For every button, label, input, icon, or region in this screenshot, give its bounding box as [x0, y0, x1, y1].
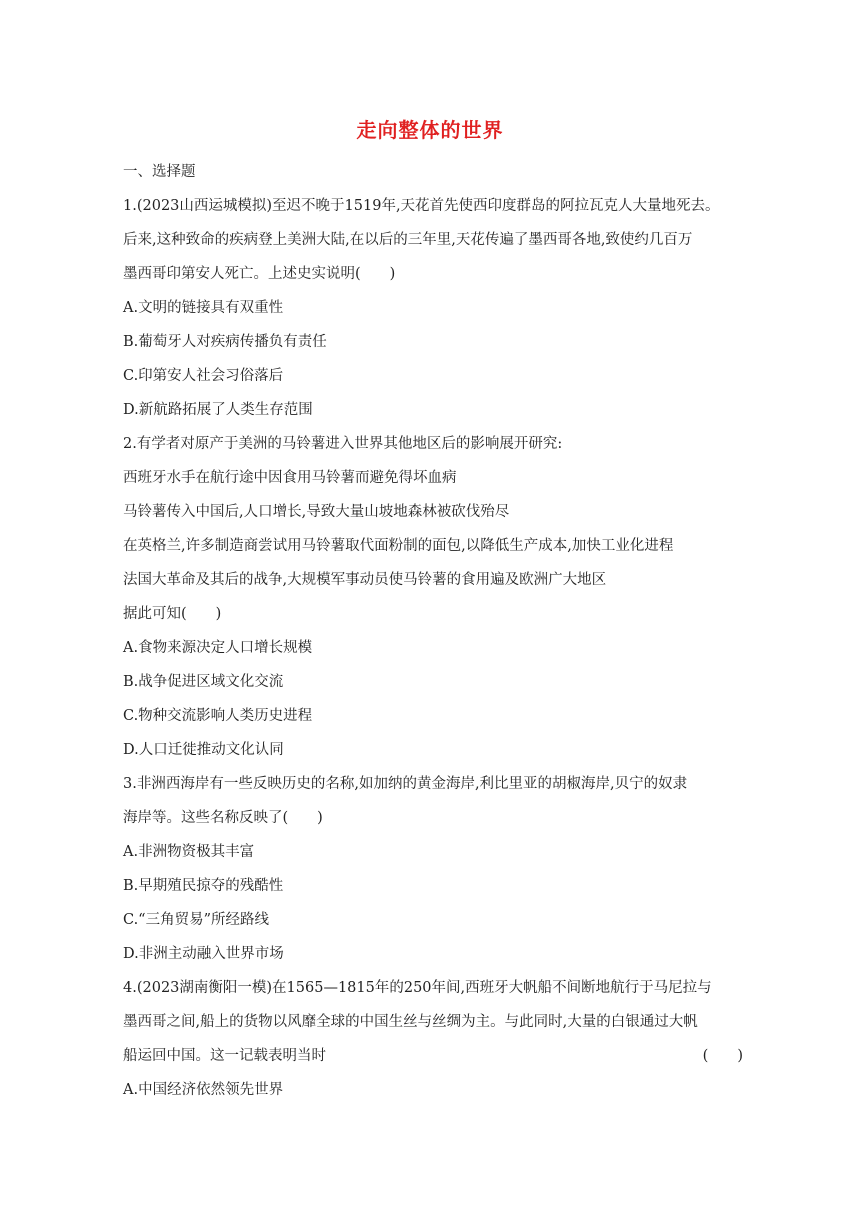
- option-b: B.葡萄牙人对疾病传播负有责任: [123, 334, 327, 350]
- question-material-line: 马铃薯传入中国后,人口增长,导致大量山坡地森林被砍伐殆尽: [123, 504, 510, 520]
- option-b: B.早期殖民掠夺的残酷性: [123, 878, 284, 894]
- question-material-line: 在英格兰,许多制造商尝试用马铃薯取代面粉制的面包,以降低生产成本,加快工业化进程: [123, 538, 674, 554]
- document-content: [123, 155, 743, 1107]
- question-stem-line: 墨西哥之间,船上的货物以风靡全球的中国生丝与丝绸为主。与此同时,大量的白银通过大帆: [123, 1014, 698, 1030]
- question-3: [123, 767, 743, 971]
- question-stem-text: 船运回中国。这一记载表明当时: [123, 1048, 326, 1064]
- option-a: A.文明的链接具有双重性: [123, 300, 284, 316]
- question-4: [123, 971, 743, 1107]
- question-stem-line: 据此可知( ): [123, 606, 222, 622]
- option-b: B.战争促进区域文化交流: [123, 674, 284, 690]
- option-d: D.新航路拓展了人类生存范围: [123, 402, 313, 418]
- question-1: [123, 189, 743, 427]
- option-c: C.印第安人社会习俗落后: [123, 368, 284, 384]
- option-d: D.非洲主动融入世界市场: [123, 946, 284, 962]
- option-c: C.物种交流影响人类历史进程: [123, 708, 313, 724]
- answer-parentheses: ( ): [702, 1048, 743, 1064]
- question-stem-line: 4.(2023湖南衡阳一模)在1565—1815年的250年间,西班牙大帆船不间断地航行于马尼拉与: [123, 980, 712, 996]
- option-c: C.“三角贸易”所经路线: [123, 912, 270, 928]
- question-stem-line: 2.有学者对原产于美洲的马铃薯进入世界其他地区后的影响展开研究:: [123, 436, 563, 452]
- option-a: A.非洲物资极其丰富: [123, 844, 255, 860]
- question-stem-line: 后来,这种致命的疾病登上美洲大陆,在以后的三年里,天花传遍了墨西哥各地,致使约几百万: [123, 232, 693, 248]
- option-a: A.中国经济依然领先世界: [123, 1082, 284, 1098]
- option-a: A.食物来源决定人口增长规模: [123, 640, 313, 656]
- question-stem-line: 海岸等。这些名称反映了( ): [123, 810, 323, 826]
- question-stem-last-line: [123, 1039, 743, 1073]
- question-material-line: 西班牙水手在航行途中因食用马铃薯而避免得坏血病: [123, 470, 457, 486]
- question-stem-line: 墨西哥印第安人死亡。上述史实说明( ): [123, 266, 396, 282]
- question-material-line: 法国大革命及其后的战争,大规模军事动员使马铃薯的食用遍及欧洲广大地区: [123, 572, 607, 588]
- option-d: D.人口迁徙推动文化认同: [123, 742, 284, 758]
- question-2: [123, 427, 743, 767]
- section-heading: 一、选择题: [123, 164, 196, 180]
- question-stem-line: 1.(2023山西运城模拟)至迟不晚于1519年,天花首先使西印度群岛的阿拉瓦克人大量地死去。: [123, 198, 720, 214]
- document-title: 走向整体的世界: [356, 118, 504, 142]
- question-stem-line: 3.非洲西海岸有一些反映历史的名称,如加纳的黄金海岸,利比里亚的胡椒海岸,贝宁的奴隶: [123, 776, 688, 792]
